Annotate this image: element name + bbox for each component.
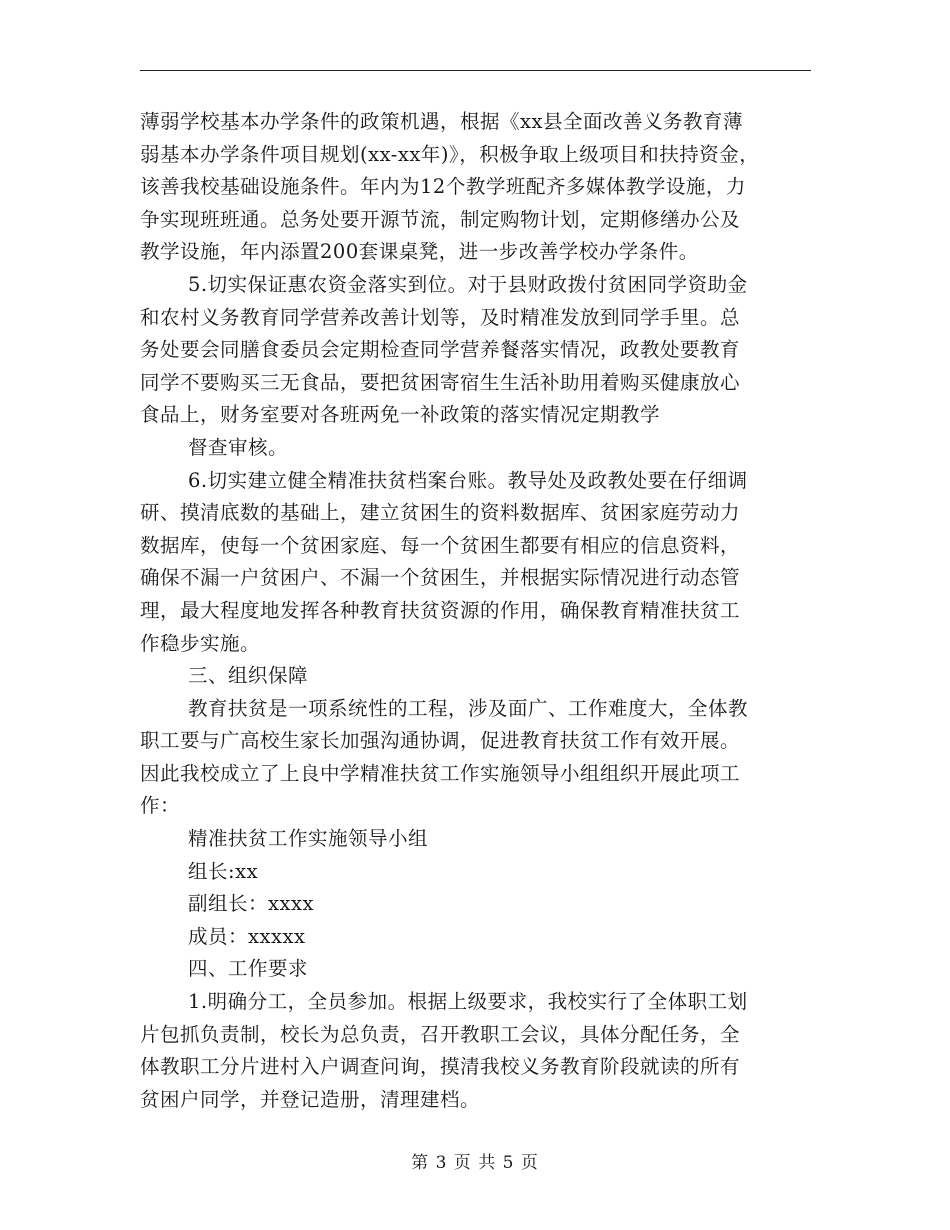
paragraph-start: 教育扶贫是一项系统性的工程，涉及面广、工作难度大，全体教 bbox=[188, 696, 749, 720]
text-line: 该善我校基础设施条件。年内为12个教学班配齐多媒体教学设施，力 bbox=[140, 175, 746, 199]
text-line: 因此我校成立了上良中学精准扶贫工作实施领导小组组织开展此项工 bbox=[140, 761, 741, 785]
text-line: 和农村义务教育同学营养改善计划等，及时精准发放到同学手里。总 bbox=[140, 305, 741, 329]
text-line: 薄弱学校基本办学条件的政策机遇，根据《xx县全面改善义务教育薄 bbox=[140, 110, 743, 133]
group-leader: 组长:xx bbox=[188, 859, 259, 883]
text-line: 片包抓负责制，校长为总负责，召开教职工会议，具体分配任务，全 bbox=[140, 1022, 741, 1046]
section-heading: 四、工作要求 bbox=[188, 957, 309, 981]
group-deputy-leader: 副组长：xxxx bbox=[188, 892, 314, 916]
section-heading: 三、组织保障 bbox=[188, 664, 309, 688]
text-line: 督查审核。 bbox=[188, 435, 289, 459]
text-line: 数据库，使每一个贫困家庭、每一个贫困生都要有相应的信息资料， bbox=[140, 533, 741, 557]
header-rule bbox=[140, 70, 811, 71]
text-line: 体教职工分片进村入户调查问询，摸清我校义务教育阶段就读的所有 bbox=[140, 1055, 741, 1079]
text-line: 确保不漏一户贫困户、不漏一个贫困生，并根据实际情况进行动态管 bbox=[140, 566, 741, 590]
text-line: 职工要与广高校生家长加强沟通协调，促进教育扶贫工作有效开展。 bbox=[140, 729, 741, 753]
text-line: 务处要会同膳食委员会定期检查同学营养餐落实情况，政教处要教育 bbox=[140, 338, 741, 362]
text-line: 理，最大程度地发挥各种教育扶贫资源的作用，确保教育精准扶贫工 bbox=[140, 598, 741, 622]
text-line: 教学设施，年内添置200套课桌凳，进一步改善学校办学条件。 bbox=[140, 240, 699, 264]
paragraph-start: 6.切实建立健全精准扶贫档案台账。教导处及政教处要在仔细调 bbox=[188, 468, 748, 492]
text-line: 同学不要购买三无食品，要把贫困寄宿生生活补助用着购买健康放心 bbox=[140, 370, 741, 394]
group-title: 精准扶贫工作实施领导小组 bbox=[188, 827, 429, 851]
group-members: 成员：xxxxx bbox=[188, 924, 306, 948]
document-body bbox=[140, 106, 820, 1116]
text-line: 食品上，财务室要对各班两免一补政策的落实情况定期教学 bbox=[140, 403, 661, 427]
paragraph-start: 1.明确分工，全员参加。根据上级要求，我校实行了全体职工划 bbox=[188, 990, 748, 1014]
text-line: 作稳步实施。 bbox=[140, 631, 261, 655]
paragraph-start: 5.切实保证惠农资金落实到位。对于县财政拨付贫困同学资助金 bbox=[188, 272, 748, 296]
text-line: 贫困户同学，并登记造册，清理建档。 bbox=[140, 1087, 481, 1111]
text-line: 争实现班班通。总务处要开源节流，制定购物计划，定期修缮办公及 bbox=[140, 207, 741, 231]
text-line: 研、摸清底数的基础上，建立贫困生的资料数据库、贫困家庭劳动力 bbox=[140, 501, 741, 525]
page-number: 第 3 页 共 5 页 bbox=[411, 1153, 539, 1173]
text-line: 弱基本办学条件项目规划(xx-xx年)》，积极争取上级项目和扶持资金， bbox=[140, 142, 760, 166]
text-line: 作： bbox=[140, 794, 181, 818]
